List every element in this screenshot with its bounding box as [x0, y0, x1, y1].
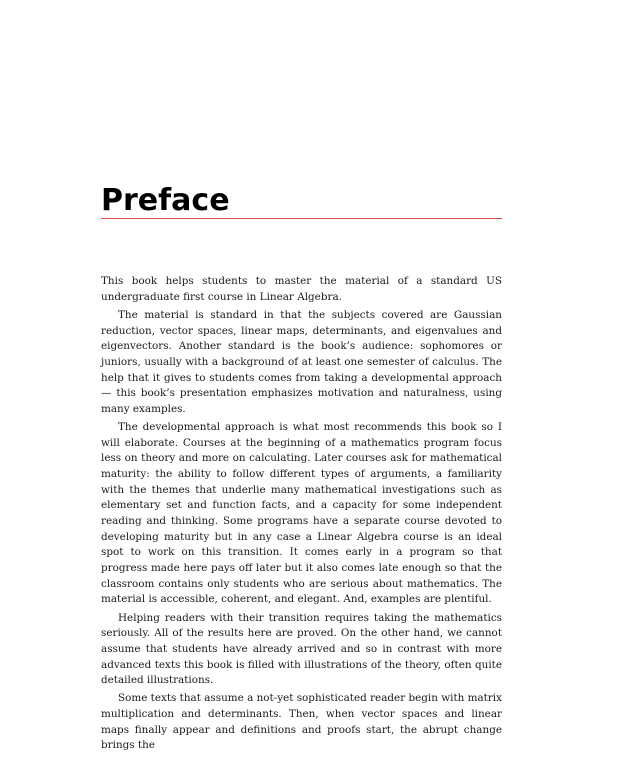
preface-body [101, 274, 502, 757]
paragraph-2: The material is standard in that the subjects covered are Gaussian reduction, vector spaces, linear maps, determinants, and eigenvalues and eigenvectors. Another standard is the book’s audience: sophomores or juniors, usually with a background of at least one semester of calculus. The help that it gives to students comes from taking a developmental approach — this book’s presentation emphasizes motivation and naturalness, using many examples. [101, 308, 502, 415]
paragraph-3: The developmental approach is what most recommends this book so I will elaborate. Courses at the beginning of a mathematics program focus less on theory and more on calculating. Later courses ask for mathematical maturity: the ability to follow different types of arguments, a familiarity with the themes that underlie many mathematical investigations such as elementary set and function facts, and a capacity for some independent reading and thinking. Some programs have a separate course devoted to developing maturity but in any case a Linear Algebra course is an ideal spot to work on this transition. It comes early in a program so that progress made here pays off later but it also comes late enough so that the classroom contains only students who are serious about mathematics. The material is accessible, coherent, and elegant. And, examples are plentiful. [101, 421, 502, 606]
paragraph-4: Helping readers with their transition requires taking the mathematics seriously. All of the results here are proved. On the other hand, we cannot assume that students have already arrived and so in contrast with more advanced texts this book is filled with illustrations of the theory, often quite detailed illustrations. [101, 611, 502, 687]
paragraph-5: Some texts that assume a not-yet sophisticated reader begin with matrix multiplication and determinants. Then, when vector spaces and linear maps finally appear and definitions and proofs start, the abrupt change brings the [101, 692, 502, 752]
paragraph-1: This book helps students to master the material of a standard US undergraduate first course in Linear Algebra. [101, 275, 502, 303]
title-underline [101, 218, 502, 219]
chapter-title: Preface [101, 183, 230, 218]
